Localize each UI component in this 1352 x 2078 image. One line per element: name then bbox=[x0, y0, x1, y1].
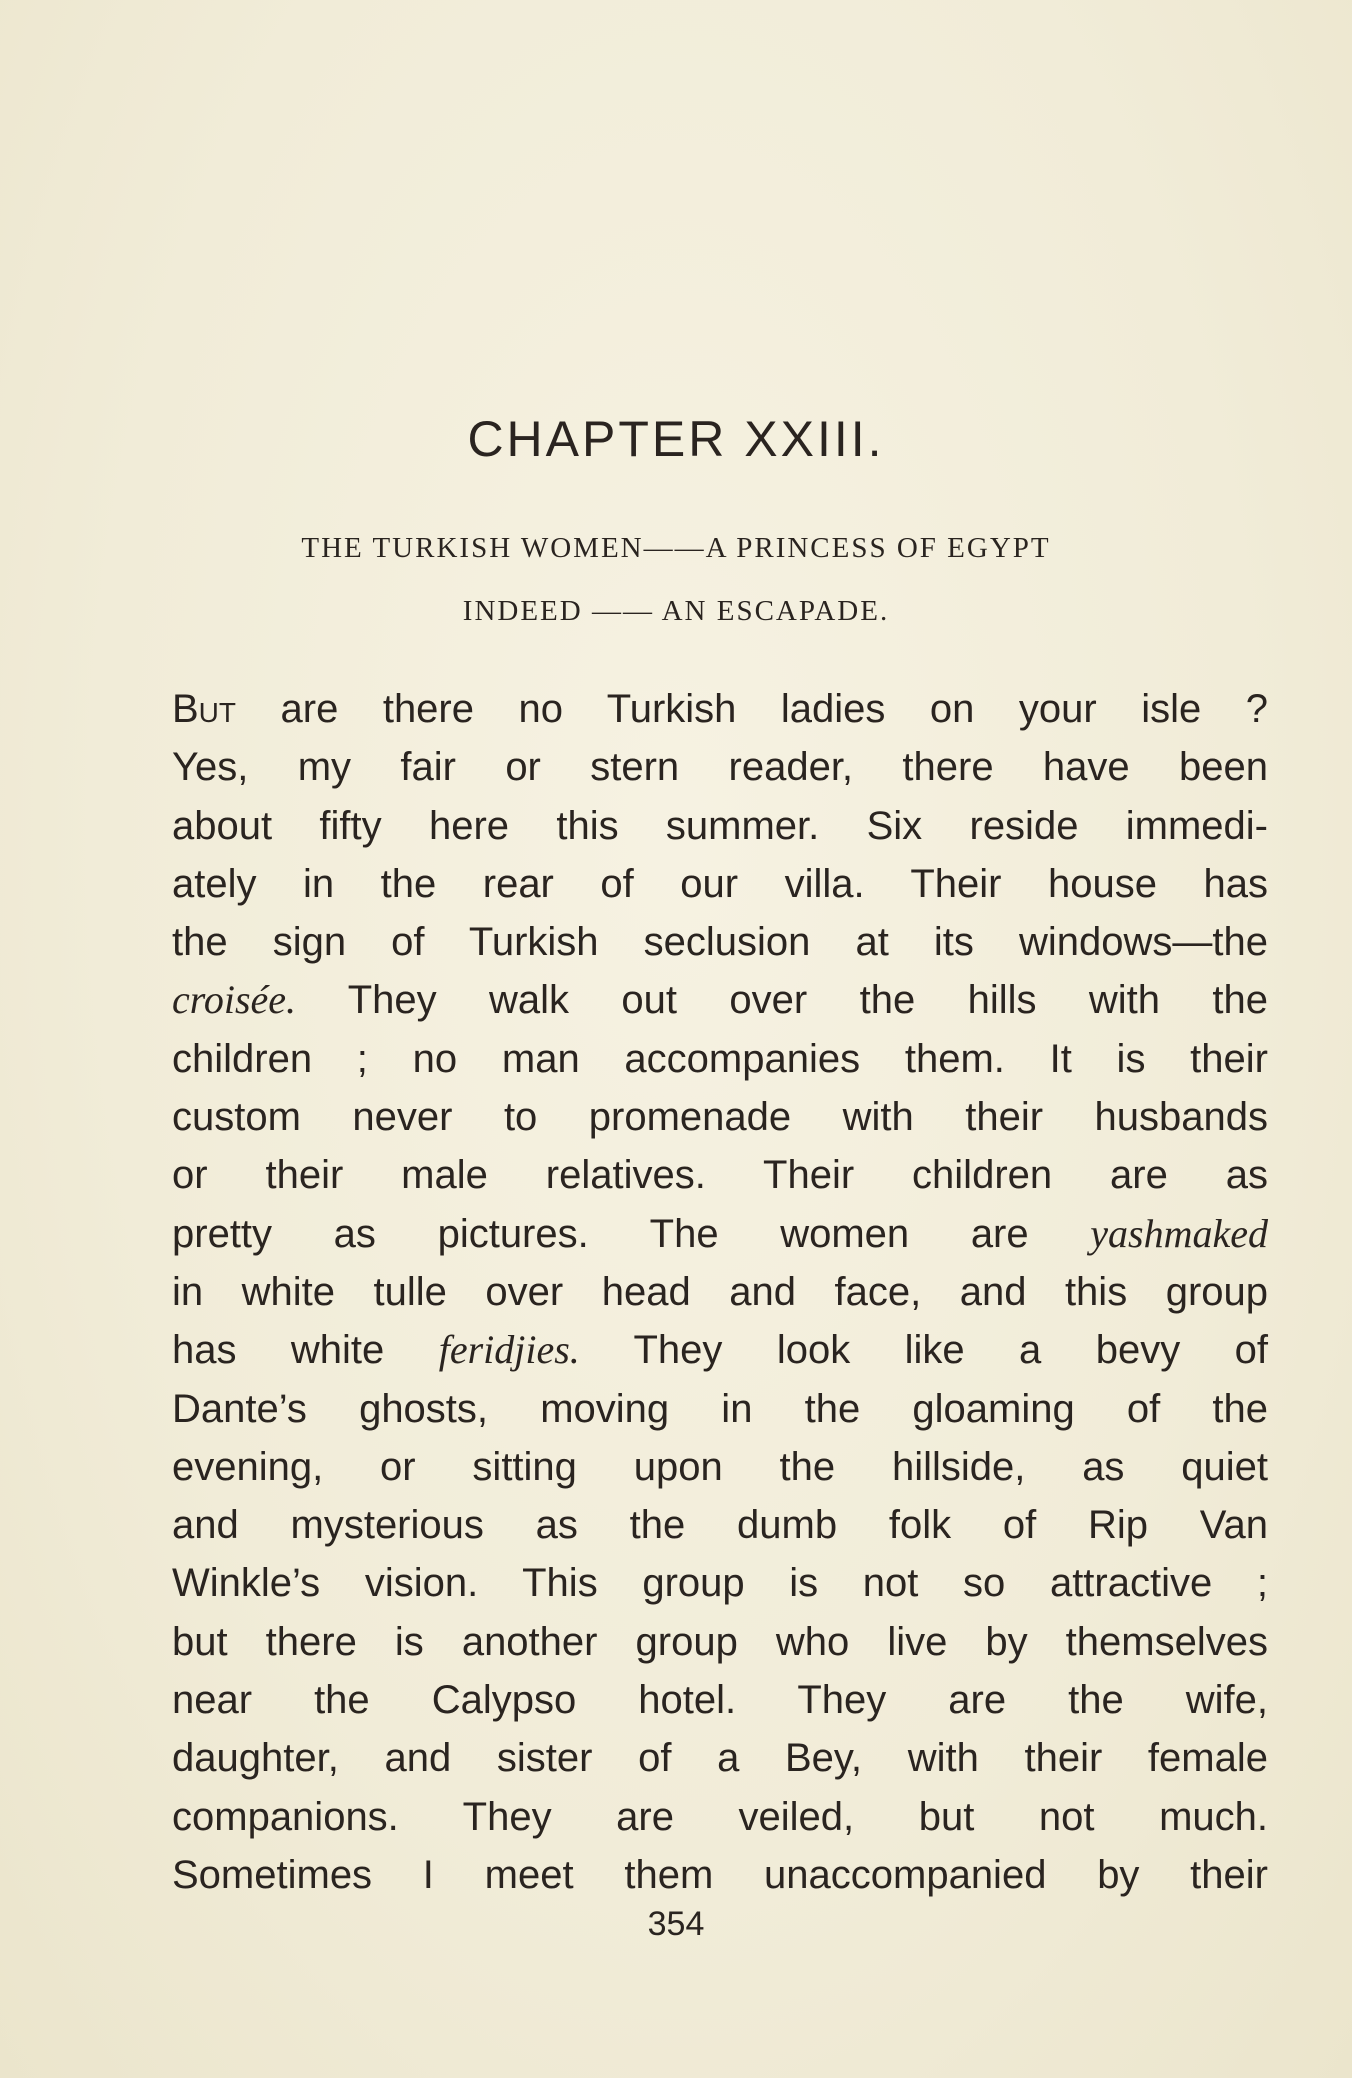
body-paragraph bbox=[172, 680, 1268, 1904]
text-line bbox=[172, 680, 1268, 738]
chapter-title: CHAPTER XXIII. bbox=[467, 411, 885, 467]
text-span: pretty as pictures. The women are bbox=[172, 1211, 1091, 1256]
text-line bbox=[172, 971, 1268, 1029]
text-line: companions. They are veiled, but not much. bbox=[172, 1794, 1268, 1839]
chapter-subtitle-line-1: THE TURKISH WOMEN——A PRINCESS OF EGYPT bbox=[301, 532, 1051, 564]
text-line: ately in the rear of our villa. Their house has bbox=[172, 861, 1268, 906]
text-line: but there is another group who live by themselves bbox=[172, 1619, 1268, 1664]
text-line: children ; no man accompanies them. It is their bbox=[172, 1036, 1268, 1081]
italic-word: yashmaked bbox=[1090, 1210, 1268, 1256]
text-line: the sign of Turkish seclusion at its windows—the bbox=[172, 920, 1268, 965]
text-span: They walk out over the hills with the bbox=[296, 978, 1268, 1023]
text-line: near the Calypso hotel. They are the wife, bbox=[172, 1678, 1268, 1723]
text-line: and mysterious as the dumb folk of Rip Van bbox=[172, 1503, 1268, 1548]
italic-word: feridjies. bbox=[438, 1327, 580, 1373]
text-span: are there no Turkish ladies on your isle ? bbox=[236, 687, 1268, 731]
text-line: evening, or sitting upon the hillside, as quiet bbox=[172, 1444, 1268, 1489]
text-span: has white bbox=[172, 1328, 439, 1373]
text-line: Yes, my fair or stern reader, there have been bbox=[172, 745, 1268, 790]
page-number: 354 bbox=[647, 1905, 705, 1943]
text-line: Winkle’s vision. This group is not so attractive ; bbox=[172, 1561, 1268, 1606]
text-span: They look like a bevy of bbox=[579, 1328, 1268, 1373]
chapter-subtitle-line-2: INDEED —— AN ESCAPADE. bbox=[462, 595, 890, 627]
drop-cap-word: But bbox=[172, 687, 237, 731]
text-line: about fifty here this summer. Six reside immedi- bbox=[172, 803, 1268, 848]
text-line bbox=[172, 1205, 1268, 1263]
text-line: daughter, and sister of a Bey, with their female bbox=[172, 1736, 1268, 1781]
text-line: Dante’s ghosts, moving in the gloaming of the bbox=[172, 1386, 1268, 1431]
text-line: Sometimes I meet them unaccompanied by their bbox=[172, 1852, 1268, 1897]
text-line: in white tulle over head and face, and this group bbox=[172, 1269, 1268, 1314]
text-line: or their male relatives. Their children are as bbox=[172, 1153, 1268, 1198]
text-line bbox=[172, 1321, 1268, 1379]
italic-word: croisée. bbox=[172, 977, 297, 1023]
text-line: custom never to promenade with their husbands bbox=[172, 1095, 1268, 1140]
